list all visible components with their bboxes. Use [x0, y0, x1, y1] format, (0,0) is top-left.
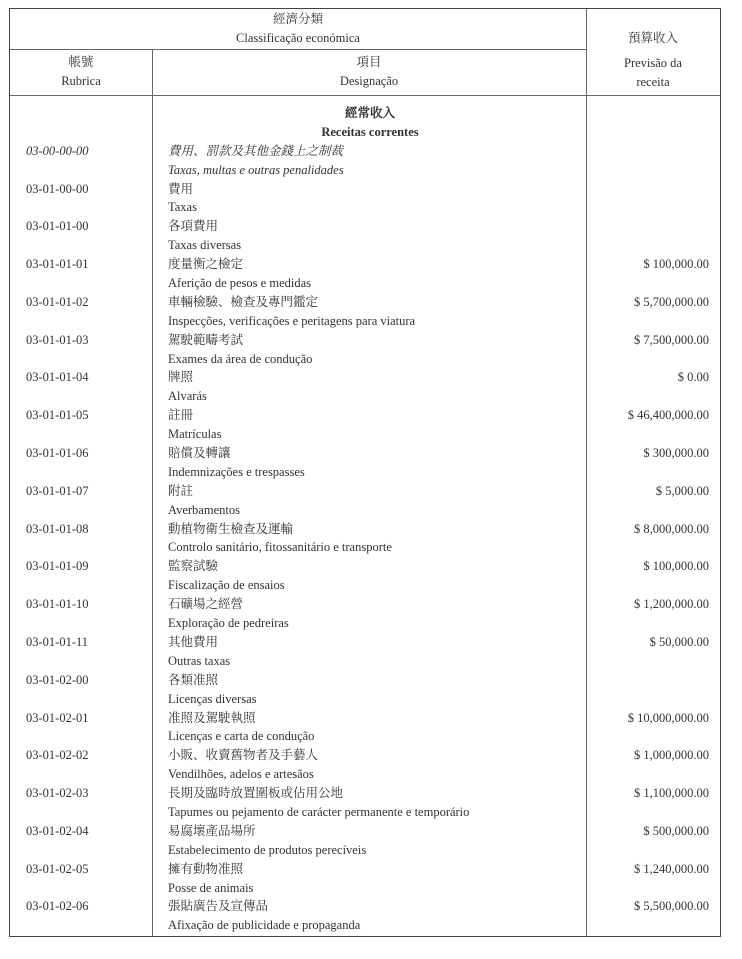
- amount: $ 1,100,000.00: [634, 786, 709, 801]
- designation-pt: Licenças e carta de condução: [168, 729, 315, 744]
- designation-pt: Taxas, multas e outras penalidades: [168, 162, 344, 177]
- table-row: [10, 180, 720, 199]
- rubrica-code: 03-01-01-01: [26, 257, 89, 272]
- rubrica-code: 03-01-01-09: [26, 559, 89, 574]
- rubrica-code: 03-01-01-10: [26, 597, 89, 612]
- designation-pt: Exames da área de condução: [168, 351, 313, 366]
- table-row: [10, 331, 720, 350]
- rubrica-code: 03-01-02-01: [26, 710, 89, 725]
- amount: $ 50,000.00: [649, 634, 709, 649]
- rubrica-code: 03-01-01-06: [26, 446, 89, 461]
- table-row-pt: [10, 312, 720, 331]
- table-row-pt: [10, 727, 720, 746]
- rubrica-code: 03-01-02-05: [26, 861, 89, 876]
- table-row-pt: [10, 198, 720, 217]
- designation-zh: 各類准照: [168, 672, 219, 687]
- designation-pt: Fiscalização de ensaios: [168, 578, 285, 593]
- header-text: Designação: [339, 74, 399, 88]
- designation-pt: Inspecções, verificações e peritagens para viatura: [168, 313, 416, 328]
- table-row-pt: [10, 690, 720, 709]
- previsao-header: [586, 29, 720, 92]
- designation-zh: 張貼廣告及宣傳品: [168, 899, 269, 914]
- amount: $ 7,500,000.00: [634, 332, 709, 347]
- classification-header: [10, 10, 586, 48]
- designation-pt: Vendilhões, adelos e artesãos: [168, 767, 314, 782]
- designation-pt: Averbamentos: [168, 502, 240, 517]
- designation-zh: 牌照: [168, 370, 194, 385]
- designation-zh: 註冊: [168, 408, 194, 423]
- rubrica-code: 03-01-01-02: [26, 294, 89, 309]
- table-row: [10, 822, 720, 841]
- amount: $ 500,000.00: [643, 823, 709, 838]
- table-row-pt: [10, 236, 720, 255]
- designation-zh: 費用、罰款及其他金錢上之制裁: [168, 143, 344, 158]
- header-text: 帳號: [68, 55, 94, 69]
- table-row-pt: [10, 425, 720, 444]
- amount: $ 100,000.00: [643, 559, 709, 574]
- table-row-pt: [10, 538, 720, 557]
- rubrica-code: 03-01-02-04: [26, 823, 89, 838]
- table-row: [10, 520, 720, 539]
- header-text: 項目: [356, 55, 382, 69]
- amount: $ 0.00: [677, 370, 709, 385]
- rubrica-code: 03-01-02-03: [26, 786, 89, 801]
- section-title-pt: Receitas correntes: [321, 124, 419, 139]
- table-row-pt: [10, 652, 720, 671]
- table-row: [10, 784, 720, 803]
- table-row-pt: [10, 803, 720, 822]
- rubrica-code: 03-01-01-11: [26, 634, 89, 649]
- rubrica-code: 03-01-01-04: [26, 370, 89, 385]
- designation-zh: 其他費用: [168, 634, 219, 649]
- table-row-pt: [10, 501, 720, 520]
- amount: $ 10,000,000.00: [627, 710, 709, 725]
- designation-zh: 附註: [168, 483, 194, 498]
- designation-pt: Licenças diversas: [168, 691, 257, 706]
- amount: $ 1,200,000.00: [634, 597, 709, 612]
- designation-pt: Taxas: [168, 200, 197, 215]
- budget-table: [9, 8, 721, 937]
- table-row: [10, 482, 720, 501]
- designation-pt: Estabelecimento de produtos perecíveis: [168, 842, 367, 857]
- designation-zh: 車輛檢驗、檢查及專門鑑定: [168, 294, 319, 309]
- rubrica-code: 03-01-02-00: [26, 672, 89, 687]
- designation-pt: Outras taxas: [168, 653, 231, 668]
- rubrica-code: 03-01-01-08: [26, 521, 89, 536]
- amount: $ 8,000,000.00: [634, 521, 709, 536]
- header-text: receita: [636, 75, 670, 89]
- table-row: [10, 595, 720, 614]
- designation-pt: Indemnizações e trespasses: [168, 464, 305, 479]
- table-row: [10, 709, 720, 728]
- designation-pt: Tapumes ou pejamento de carácter permanente e temporário: [168, 804, 470, 819]
- table-row: [10, 293, 720, 312]
- designation-zh: 費用: [168, 181, 194, 196]
- table-row-pt: [10, 879, 720, 898]
- designation-zh: 動植物衛生檢查及運輸: [168, 521, 294, 536]
- amount: $ 100,000.00: [643, 257, 709, 272]
- rubrica-code: 03-01-02-06: [26, 899, 89, 914]
- designation-zh: 度量衡之檢定: [168, 257, 244, 272]
- amount: $ 5,000.00: [655, 483, 709, 498]
- table-row-pt: [10, 274, 720, 293]
- designation-pt: Aferição de pesos e medidas: [168, 276, 311, 291]
- designation-zh: 各項費用: [168, 219, 219, 234]
- rubrica-code: 03-01-02-02: [26, 748, 89, 763]
- header-text: Rubrica: [61, 74, 101, 88]
- designation-zh: 賠償及轉讓: [168, 446, 231, 461]
- designation-pt: Afixação de publicidade e propaganda: [168, 918, 361, 933]
- amount: $ 300,000.00: [643, 446, 709, 461]
- table-row: [10, 255, 720, 274]
- row-divider: [10, 95, 720, 96]
- header-text: 經濟分類: [272, 12, 323, 26]
- rubrica-code: 03-01-00-00: [26, 181, 89, 196]
- rubrica-code: 03-01-01-03: [26, 332, 89, 347]
- table-row: [10, 860, 720, 879]
- designation-pt: Posse de animais: [168, 880, 254, 895]
- table-row-pt: [10, 916, 720, 935]
- table-row: [10, 142, 720, 161]
- rubrica-code: 03-01-01-07: [26, 483, 89, 498]
- designation-zh: 長期及臨時放置圍板或佔用公地: [168, 786, 344, 801]
- header-text: Previsão da: [624, 56, 682, 70]
- row-divider: [10, 49, 586, 50]
- table-row: [10, 746, 720, 765]
- designation-zh: 監察試驗: [168, 559, 219, 574]
- section-title-zh: 經常收入: [344, 106, 395, 120]
- designacao-header: [152, 53, 586, 91]
- table-row-pt: [10, 614, 720, 633]
- table-row-pt: [10, 387, 720, 406]
- rubrica-code: 03-01-01-05: [26, 408, 89, 423]
- table-row: [10, 368, 720, 387]
- rubrica-code: 03-00-00-00: [26, 143, 89, 158]
- header-text: Classificação económica: [236, 31, 360, 45]
- amount: $ 5,500,000.00: [634, 899, 709, 914]
- designation-zh: 石礦場之經營: [168, 597, 244, 612]
- designation-pt: Matrículas: [168, 427, 222, 442]
- amount: $ 1,000,000.00: [634, 748, 709, 763]
- table-row: [10, 671, 720, 690]
- designation-pt: Taxas diversas: [168, 238, 242, 253]
- table-row-pt: [10, 463, 720, 482]
- amount: $ 5,700,000.00: [634, 294, 709, 309]
- table-row-pt: [10, 161, 720, 180]
- rubrica-header: [10, 53, 152, 91]
- rubrica-code: 03-01-01-00: [26, 219, 89, 234]
- table-row-pt: [10, 576, 720, 595]
- table-row: [10, 557, 720, 576]
- table-row-pt: [10, 841, 720, 860]
- table-row-pt: [10, 765, 720, 784]
- header-text: 預算收入: [627, 31, 678, 45]
- table-row: [10, 217, 720, 236]
- amount: $ 46,400,000.00: [627, 408, 709, 423]
- table-body: [10, 104, 720, 935]
- designation-pt: Alvarás: [168, 389, 207, 404]
- designation-pt: Controlo sanitário, fitossanitário e transporte: [168, 540, 392, 555]
- designation-zh: 准照及駕駛執照: [168, 710, 256, 725]
- table-row: [10, 633, 720, 652]
- designation-zh: 小販、收賣舊物者及手藝人: [168, 748, 319, 763]
- designation-zh: 易腐壞產品場所: [168, 823, 256, 838]
- designation-zh: 擁有動物准照: [168, 861, 244, 876]
- designation-zh: 駕駛範疇考試: [168, 332, 244, 347]
- table-row: [10, 897, 720, 916]
- table-row: [10, 406, 720, 425]
- designation-pt: Exploração de pedreiras: [168, 616, 289, 631]
- table-row: [10, 444, 720, 463]
- amount: $ 1,240,000.00: [634, 861, 709, 876]
- table-row-pt: [10, 350, 720, 369]
